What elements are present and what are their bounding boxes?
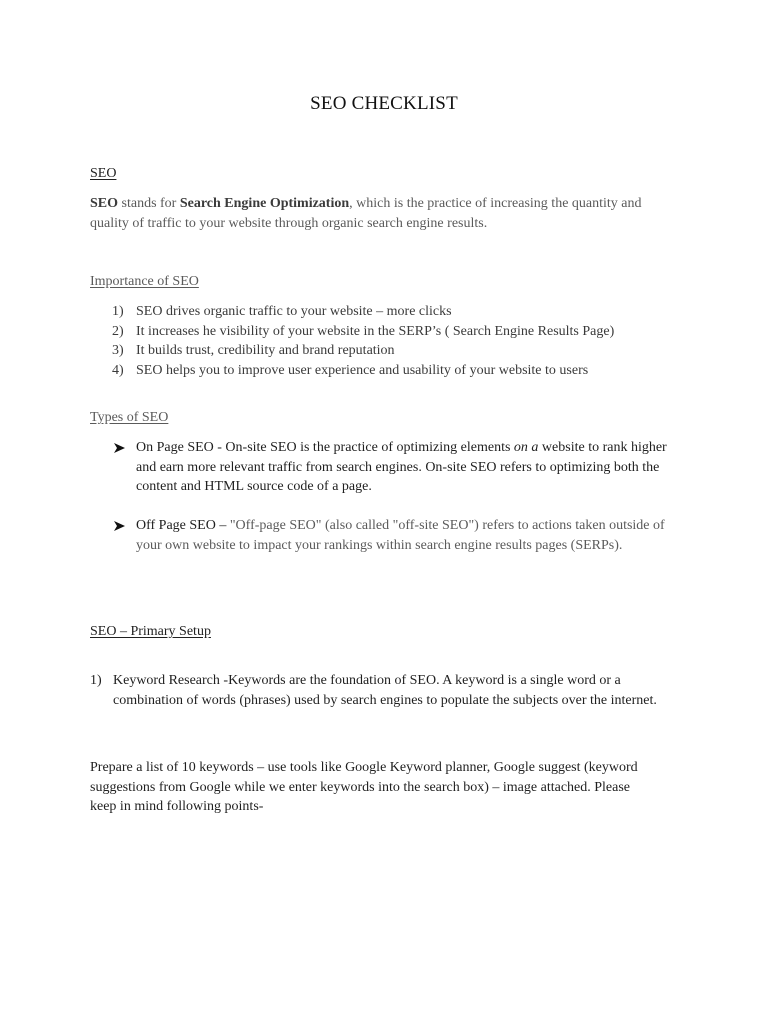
list-item (112, 322, 672, 342)
arrow-bullet-icon (112, 438, 126, 458)
seo-text-b: , which is the practice of increasing the quantity and quality of traffic to your website through organic search engine results. (90, 196, 642, 231)
step-text: Keyword Research -Keywords are the foundation of SEO. A keyword is a single word or a combination of words (phrases) used by search engines to populate the subjects over the internet. (113, 673, 657, 708)
on-page-text-a: On Page SEO - On-site SEO is the practice of optimizing elements (136, 440, 514, 455)
seo-definition (90, 194, 680, 233)
importance-heading: Importance of SEO (90, 274, 199, 289)
on-page-emphasis: on a (513, 440, 539, 455)
seo-term: Search Engine Optimization (179, 196, 350, 211)
keyword-research-step (90, 671, 680, 710)
list-item (112, 302, 672, 322)
list-item (112, 341, 672, 361)
primary-setup-heading: SEO – Primary Setup (90, 624, 211, 639)
list-item-number: 2) (112, 323, 124, 339)
on-page-seo-bullet (112, 438, 672, 497)
seo-text-a: stands for (118, 196, 180, 211)
off-page-text: "Off-page SEO" (also called "off-site SEO") refers to actions taken outside of your own website to impact your rankings within search engine results pages (SERPs). (136, 518, 665, 553)
document-title: SEO CHECKLIST (310, 93, 458, 114)
seo-heading: SEO (90, 166, 117, 181)
types-heading: Types of SEO (90, 410, 169, 425)
on-page-text-b: website to rank higher and earn more relevant traffic from search engines. On-site SEO refers to optimizing both the content and HTML source code of a page. (136, 440, 667, 494)
list-item-text: SEO drives organic traffic to your website – more clicks (136, 304, 452, 319)
arrow-bullet-icon (112, 516, 126, 536)
seo-lead-term: SEO (90, 196, 119, 211)
list-item-number: 4) (112, 362, 124, 378)
list-item-number: 1) (112, 304, 124, 319)
step-number: 1) (90, 673, 102, 688)
importance-list (112, 302, 672, 380)
list-item-text: It increases he visibility of your website in the SERP’s ( Search Engine Results Page) (136, 323, 615, 339)
keyword-list-note: Prepare a list of 10 keywords – use tools like Google Keyword planner, Google suggest (keyword suggestions from Google while we enter keywords into the search box) – image attached. Please keep in mind following points- (90, 760, 638, 814)
list-item-text: SEO helps you to improve user experience and usability of your website to users (136, 362, 589, 378)
list-item-text: It builds trust, credibility and brand reputation (136, 343, 395, 358)
off-page-label: Off Page SEO – (136, 518, 230, 533)
list-item (112, 361, 672, 381)
list-item-number: 3) (112, 343, 124, 358)
off-page-seo-bullet (112, 516, 672, 555)
